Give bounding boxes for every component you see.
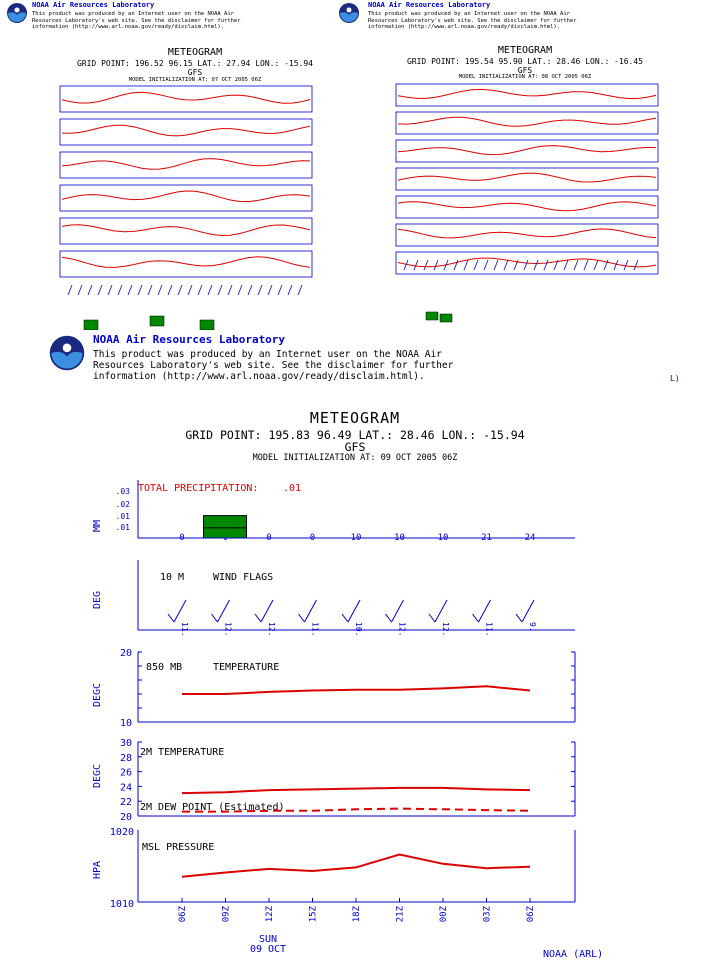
wind-barb-staff (261, 600, 273, 622)
t2m-temperature-line (182, 788, 530, 793)
t850-ylabel: DEGC (92, 682, 103, 708)
precip-ytick-2: .01 (115, 512, 130, 521)
t2m-ytick-label: 24 (119, 782, 132, 794)
thumbnail-wind-barb (88, 285, 92, 295)
mslp-x-tick-label: 06Z (178, 906, 188, 923)
wind-ylabel: DEG (92, 590, 103, 610)
mslp-series-line (182, 855, 530, 877)
wind-barb-flag (212, 614, 218, 622)
thumbnail-series-line (62, 125, 310, 136)
thumbnail-wind-barb (68, 285, 72, 295)
credit-org-small-right: NOAA Air Resources Laboratory (368, 1, 491, 9)
wind-panel (92, 560, 575, 636)
thumbnail-wind-barb (544, 260, 548, 270)
thumbnail-wind-barb (208, 285, 212, 295)
wind-speed-label: 12. (441, 622, 450, 637)
mini-right-grid-line: GRID POINT: 195.54 95.90 LAT.: 28.46 LON.: -16.45 (406, 57, 643, 66)
thumbnail-wind-barb (268, 285, 272, 295)
thumbnail-precip-bar (200, 320, 214, 330)
thumbnail-wind-barb (78, 285, 82, 295)
mini-left-model: GFS (187, 68, 203, 77)
thumbnail-wind-barb (474, 260, 478, 270)
thumbnail-wind-barb (258, 285, 262, 295)
precip-title: TOTAL PRECIPITATION: (138, 483, 259, 494)
t2m-ytick-label: 22 (119, 797, 132, 809)
mini-right-edge-mark: L) (670, 374, 680, 383)
thumbnail-wind-barb (434, 260, 438, 270)
thumbnail-wind-barb (574, 260, 578, 270)
wind-speed-label: 12. (397, 622, 407, 637)
mslp-ytick-top: 1020 (109, 827, 134, 838)
thumbnail-series-line (398, 202, 656, 211)
wind-barb-staff (218, 600, 230, 622)
thumbnail-precip-bar (84, 320, 98, 330)
wind-speed-label: 11. (484, 622, 494, 637)
precip-x-tick-label: 24 (524, 533, 536, 543)
thumbnail-series-line (398, 146, 656, 155)
thumbnail-panel-frame (60, 185, 312, 211)
wind-barb-staff (174, 600, 186, 622)
wind-barb-flag (473, 614, 479, 622)
thumbnail-wind-barb (98, 285, 102, 295)
thumbnail-wind-barb (138, 285, 142, 295)
main-footer: NOAA (ARL) (543, 949, 604, 960)
wind-barb-flag (429, 614, 435, 622)
thumbnail-series-line (62, 191, 310, 202)
credit-line-2: Resources Laboratory's web site. See the disclaimer for further (32, 17, 241, 24)
t2m-ylabel: DEGC (92, 763, 103, 789)
thumbnail-series-line (62, 159, 310, 170)
thumbnail-wind-barb (564, 260, 568, 270)
mslp-x-tick-label: 15Z (308, 906, 319, 923)
thumbnail-series-line (398, 89, 656, 98)
credit-line-2: Resources Laboratory's web site. See the disclaimer for further (368, 17, 577, 24)
credit-line-1: This product was produced by an Internet user on the NOAA Air (32, 11, 234, 17)
main-grid-line: GRID POINT: 195.83 96.49 LAT.: 28.46 LON.: -15.94 (185, 428, 525, 442)
t850-ytick-top: 20 (119, 648, 132, 659)
thumbnail-wind-barb (238, 285, 242, 295)
credit-org-large: NOAA Air Resources Laboratory (93, 333, 286, 346)
credit-line-3: information (http://www.arl.noaa.gov/ready/disclaim.html). (93, 371, 425, 382)
thumbnail-wind-barb (504, 260, 508, 270)
thumbnail-series-line (398, 117, 656, 126)
t2m-panel (92, 738, 575, 823)
mslp-x-tick-label: 21Z (395, 906, 406, 923)
wind-barb-staff (392, 600, 404, 622)
thumbnail-wind-barb (228, 285, 232, 295)
t850-panel (92, 648, 575, 729)
wind-barb-flag (516, 614, 522, 622)
thumbnail-wind-barb (288, 285, 292, 295)
t2m-label-b: 2M DEW POINT (Estimated) (140, 802, 285, 813)
precip-total: .01 (283, 483, 302, 494)
main-date: 09 OCT (249, 944, 287, 955)
precip-x-tick-label: 10 (437, 533, 449, 543)
thumbnail-wind-barb (248, 285, 252, 295)
wind-barb-flag (255, 614, 261, 622)
wind-speed-label: 12. (267, 622, 276, 637)
wind-label-b: WIND FLAGS (213, 572, 274, 583)
thumbnail-wind-barb (128, 285, 132, 295)
thumbnail-wind-barb (464, 260, 468, 270)
thumbnail-wind-barb (614, 260, 618, 270)
mslp-x-tick-label: 06Z (526, 906, 536, 923)
t2m-label-a: 2M TEMPERATURE (140, 747, 225, 758)
thumbnail-series-line (398, 229, 656, 238)
precip-x-tick-label: 21 (481, 533, 492, 543)
wind-barb-flag (342, 614, 348, 622)
credit-line-2: Resources Laboratory's web site. See the disclaimer for further (93, 360, 454, 371)
t2m-ytick-label: 28 (119, 752, 132, 764)
thumbnail-precip-bar (150, 316, 164, 326)
thumbnail-series-line (62, 92, 310, 103)
wind-speed-label: 11. (310, 622, 320, 637)
t2m-ytick-label: 26 (119, 767, 132, 779)
precip-x-tick-label: 0 (309, 533, 316, 543)
t850-label-a: 850 MB (146, 662, 183, 673)
main-model: GFS (344, 440, 366, 454)
main-meteogram (0, 470, 720, 960)
credit-line-1: This product was produced by an Internet user on the NOAA Air (93, 349, 442, 360)
mslp-ylabel: HPA (92, 860, 103, 880)
main-day: SUN (258, 934, 278, 945)
thumbnail-wind-barb (424, 260, 428, 270)
thumbnail-panel-frame (60, 119, 312, 145)
credit-line-3: information (http://www.arl.noaa.gov/ready/disclaim.html). (32, 24, 225, 30)
mini-left-title: METEOGRAM (167, 47, 223, 58)
wind-speed-label: 10. (354, 622, 363, 637)
precip-x-tick-label: 10 (394, 533, 405, 543)
thumbnail-wind-barb (198, 285, 202, 295)
thumbnail-wind-barb (484, 260, 488, 270)
main-title: METEOGRAM (309, 409, 401, 427)
mslp-ytick-bottom: 1010 (109, 899, 134, 910)
t850-series-line (182, 686, 530, 694)
thumbnail-wind-barb (414, 260, 418, 270)
thumbnail-wind-barb (584, 260, 588, 270)
thumbnail-panel-frame (396, 112, 658, 134)
thumbnail-wind-barb (594, 260, 598, 270)
credit-org-small-left: NOAA Air Resources Laboratory (32, 1, 155, 9)
wind-speed-label: 11. (180, 622, 189, 637)
credit-text-large (93, 349, 453, 382)
thumbnail-precip-bar (426, 312, 438, 320)
mslp-x-tick-label: 18Z (352, 906, 362, 923)
t850-label-b: TEMPERATURE (213, 662, 280, 673)
thumbnail-wind-barb (454, 260, 458, 270)
thumbnail-wind-barb (534, 260, 538, 270)
thumbnail-wind-barb (178, 285, 182, 295)
wind-label-a: 10 M (160, 572, 185, 583)
thumbnail-series-line (62, 225, 310, 236)
thumbnail-wind-barb (188, 285, 192, 295)
thumbnail-wind-barb (108, 285, 112, 295)
wind-speed-label: 9. (528, 622, 537, 632)
t2m-ytick-label: 20 (119, 812, 132, 823)
main-init: MODEL INITIALIZATION AT: 09 OCT 2005 06Z (252, 453, 458, 463)
thumbnail-wind-barb (494, 260, 498, 270)
credit-line-1: This product was produced by an Internet user on the NOAA Air (368, 11, 570, 17)
mslp-x-tick-label: 00Z (439, 906, 449, 923)
mslp-panel (92, 827, 575, 922)
credit-line-3: information (http://www.arl.noaa.gov/ready/disclaim.html). (368, 24, 561, 30)
precip-x-tick-label: 0 (266, 533, 272, 543)
thumbnail-wind-barb (278, 285, 282, 295)
thumbnail-wind-barb (634, 260, 638, 270)
precip-ytick-1: .02 (115, 500, 130, 509)
thumbnail-series-line (62, 257, 310, 268)
thumbnail-panel-frame (396, 168, 658, 190)
t2m-ytick-label: 30 (119, 738, 132, 749)
thumbnail-wind-barb (524, 260, 528, 270)
noaa-emblem-icon (48, 334, 86, 372)
t850-ytick-bottom: 10 (119, 718, 132, 729)
thumbnail-wind-barb (298, 285, 302, 295)
wind-barb-staff (348, 600, 360, 622)
precip-x-tick-label: 10 (350, 533, 362, 543)
thumbnail-wind-barb (218, 285, 222, 295)
thumbnail-panel-frame (396, 84, 658, 106)
mini-right-model: GFS (517, 66, 533, 75)
mini-right-init: MODEL INITIALIZATION AT: 08 OCT 2005 06Z (458, 74, 592, 80)
wind-barb-staff (479, 600, 491, 622)
wind-speed-label: 12. (223, 622, 233, 637)
precip-x-tick-label: 0 (179, 533, 185, 543)
mslp-x-tick-label: 03Z (482, 906, 493, 923)
mslp-label-a: MSL PRESSURE (142, 842, 215, 853)
noaa-logo-large (48, 334, 86, 376)
wind-barb-flag (299, 614, 305, 622)
wind-barb-staff (435, 600, 447, 622)
thumbnail-series-line (398, 173, 656, 182)
wind-barb-staff (522, 600, 534, 622)
wind-barb-flag (168, 614, 174, 622)
thumbnail-panel-frame (60, 218, 312, 244)
thumbnail-wind-barb (118, 285, 122, 295)
precip-bar (204, 516, 247, 538)
mini-left-grid-line: GRID POINT: 196.52 96.15 LAT.: 27.94 LON.: -15.94 (76, 59, 313, 68)
mslp-x-tick-label: 09Z (221, 906, 232, 923)
precip-ytick-0: .03 (115, 487, 130, 496)
wind-barb-flag (386, 614, 392, 622)
precip-panel (92, 480, 575, 543)
precip-ylabel: MM (92, 519, 103, 533)
thumbnail-panel-frame (396, 196, 658, 218)
thumbnail-wind-barb (148, 285, 152, 295)
wind-barb-staff (305, 600, 317, 622)
thumbnail-panel-frame (60, 86, 312, 112)
mslp-x-tick-label: 12Z (265, 906, 275, 923)
precip-ytick-3: .01 (115, 523, 130, 532)
mini-left-init: MODEL INITIALIZATION AT: 07 OCT 2005 06Z (128, 77, 262, 83)
thumbnail-precip-bar (440, 314, 452, 322)
thumbnail-wind-barb (624, 260, 628, 270)
thumbnail-wind-barb (158, 285, 162, 295)
thumbnail-wind-barb (168, 285, 172, 295)
mini-right-title: METEOGRAM (497, 45, 553, 56)
